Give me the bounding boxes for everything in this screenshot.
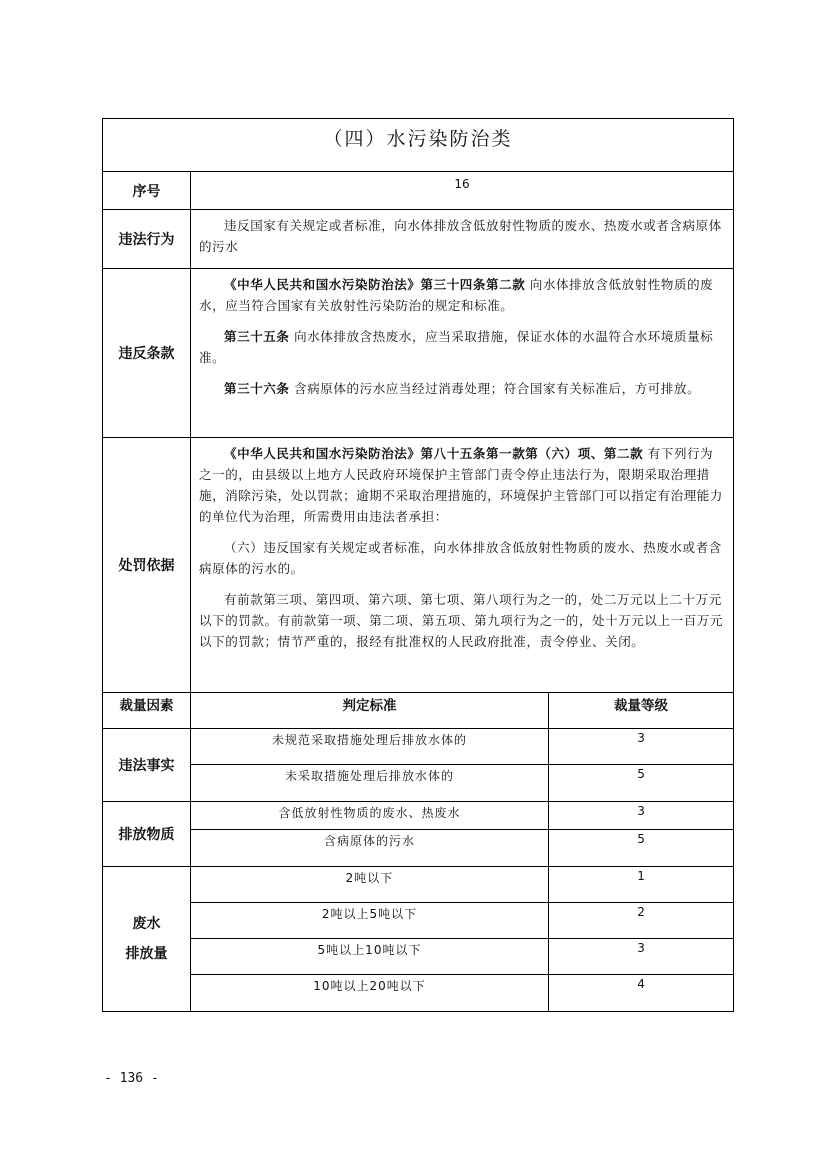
level-cell: 5 xyxy=(549,765,734,802)
serial-value: 16 xyxy=(191,172,734,210)
criteria-cell: 2吨以上5吨以下 xyxy=(191,903,549,939)
clause-text: 含病原体的污水应当经过消毒处理；符合国家有关标准后，方可排放。 xyxy=(289,381,701,396)
violation-cell xyxy=(191,210,734,269)
violation-text: 违反国家有关规定或者标准，向水体排放含低放射性物质的废水、热废水或者含病原体的污水 xyxy=(199,218,722,254)
basis-text: （六）违反国家有关规定或者标准，向水体排放含低放射性物质的废水、热废水或者含病原体的污水的。 xyxy=(199,540,722,576)
table-row xyxy=(103,802,734,830)
serial-label: 序号 xyxy=(103,172,191,210)
violation-label: 违法行为 xyxy=(103,210,191,269)
section-title: （四）水污染防治类 xyxy=(103,119,734,172)
page-number: - 136 - xyxy=(104,1071,159,1086)
factor-line: 废水 xyxy=(132,916,161,932)
violated-clauses-label: 违反条款 xyxy=(103,269,191,438)
criteria-cell: 未采取措施处理后排放水体的 xyxy=(191,765,549,802)
factor-label-wastewater-volume xyxy=(103,867,191,1012)
table-row xyxy=(103,903,734,939)
basis-text: 有前款第三项、第四项、第六项、第七项、第八项行为之一的，处二万元以上二十万元以下的罚款。有前款第一项、第二项、第五项、第九项行为之一的，处十万元以上一百万元以下的罚款；情节严重的，报经有批准权的人民政府批准，责令停业、关闭。 xyxy=(199,592,724,649)
level-cell: 4 xyxy=(549,975,734,1012)
penalty-discretion-table xyxy=(102,118,734,1012)
clause-ref: 第三十六条 xyxy=(224,381,290,396)
table-row xyxy=(103,939,734,975)
factor-label: 违法事实 xyxy=(103,729,191,802)
level-cell: 3 xyxy=(549,939,734,975)
basis-paragraph xyxy=(199,589,723,652)
table-row xyxy=(103,975,734,1012)
level-cell: 3 xyxy=(549,802,734,830)
basis-ref: 《中华人民共和国水污染防治法》第八十五条第一款第（六）项、第二款 xyxy=(224,446,644,461)
clause-text: 向水体排放含低放射性物质的废水，应当符合国家有关放射性污染防治的规定和标准。 xyxy=(199,277,714,313)
penalty-basis-cell xyxy=(191,438,734,693)
factor-label: 排放物质 xyxy=(103,802,191,867)
clause-paragraph xyxy=(199,378,723,399)
criteria-cell: 未规范采取措施处理后排放水体的 xyxy=(191,729,549,765)
basis-paragraph xyxy=(199,537,723,579)
criteria-cell: 2吨以下 xyxy=(191,867,549,903)
header-level: 裁量等级 xyxy=(549,693,734,729)
criteria-cell: 5吨以上10吨以下 xyxy=(191,939,549,975)
level-cell: 3 xyxy=(549,729,734,765)
criteria-cell: 含低放射性物质的废水、热废水 xyxy=(191,802,549,830)
clause-text: 向水体排放含热废水，应当采取措施，保证水体的水温符合水环境质量标准。 xyxy=(199,329,714,365)
penalty-basis-label: 处罚依据 xyxy=(103,438,191,693)
clause-ref: 第三十五条 xyxy=(224,329,290,344)
header-factor: 裁量因素 xyxy=(103,693,191,729)
header-criteria: 判定标准 xyxy=(191,693,549,729)
table-row xyxy=(103,729,734,765)
criteria-cell: 含病原体的污水 xyxy=(191,830,549,867)
basis-paragraph xyxy=(199,443,723,527)
table-row xyxy=(103,765,734,802)
criteria-cell: 10吨以上20吨以下 xyxy=(191,975,549,1012)
violated-clauses-cell xyxy=(191,269,734,438)
level-cell: 2 xyxy=(549,903,734,939)
level-cell: 5 xyxy=(549,830,734,867)
table-row xyxy=(103,830,734,867)
clause-paragraph xyxy=(199,326,723,368)
level-cell: 1 xyxy=(549,867,734,903)
basis-text: 有下列行为之一的，由县级以上地方人民政府环境保护主管部门责令停止违法行为，限期采取治理措施，消除污染，处以罚款；逾期不采取治理措施的，环境保护主管部门可以指定有治理能力的单位代为治理，所需费用由违法者承担： xyxy=(199,446,724,524)
clause-paragraph xyxy=(199,274,723,316)
factor-line: 排放量 xyxy=(125,946,168,962)
table-row xyxy=(103,867,734,903)
clause-ref: 《中华人民共和国水污染防治法》第三十四条第二款 xyxy=(224,277,526,292)
